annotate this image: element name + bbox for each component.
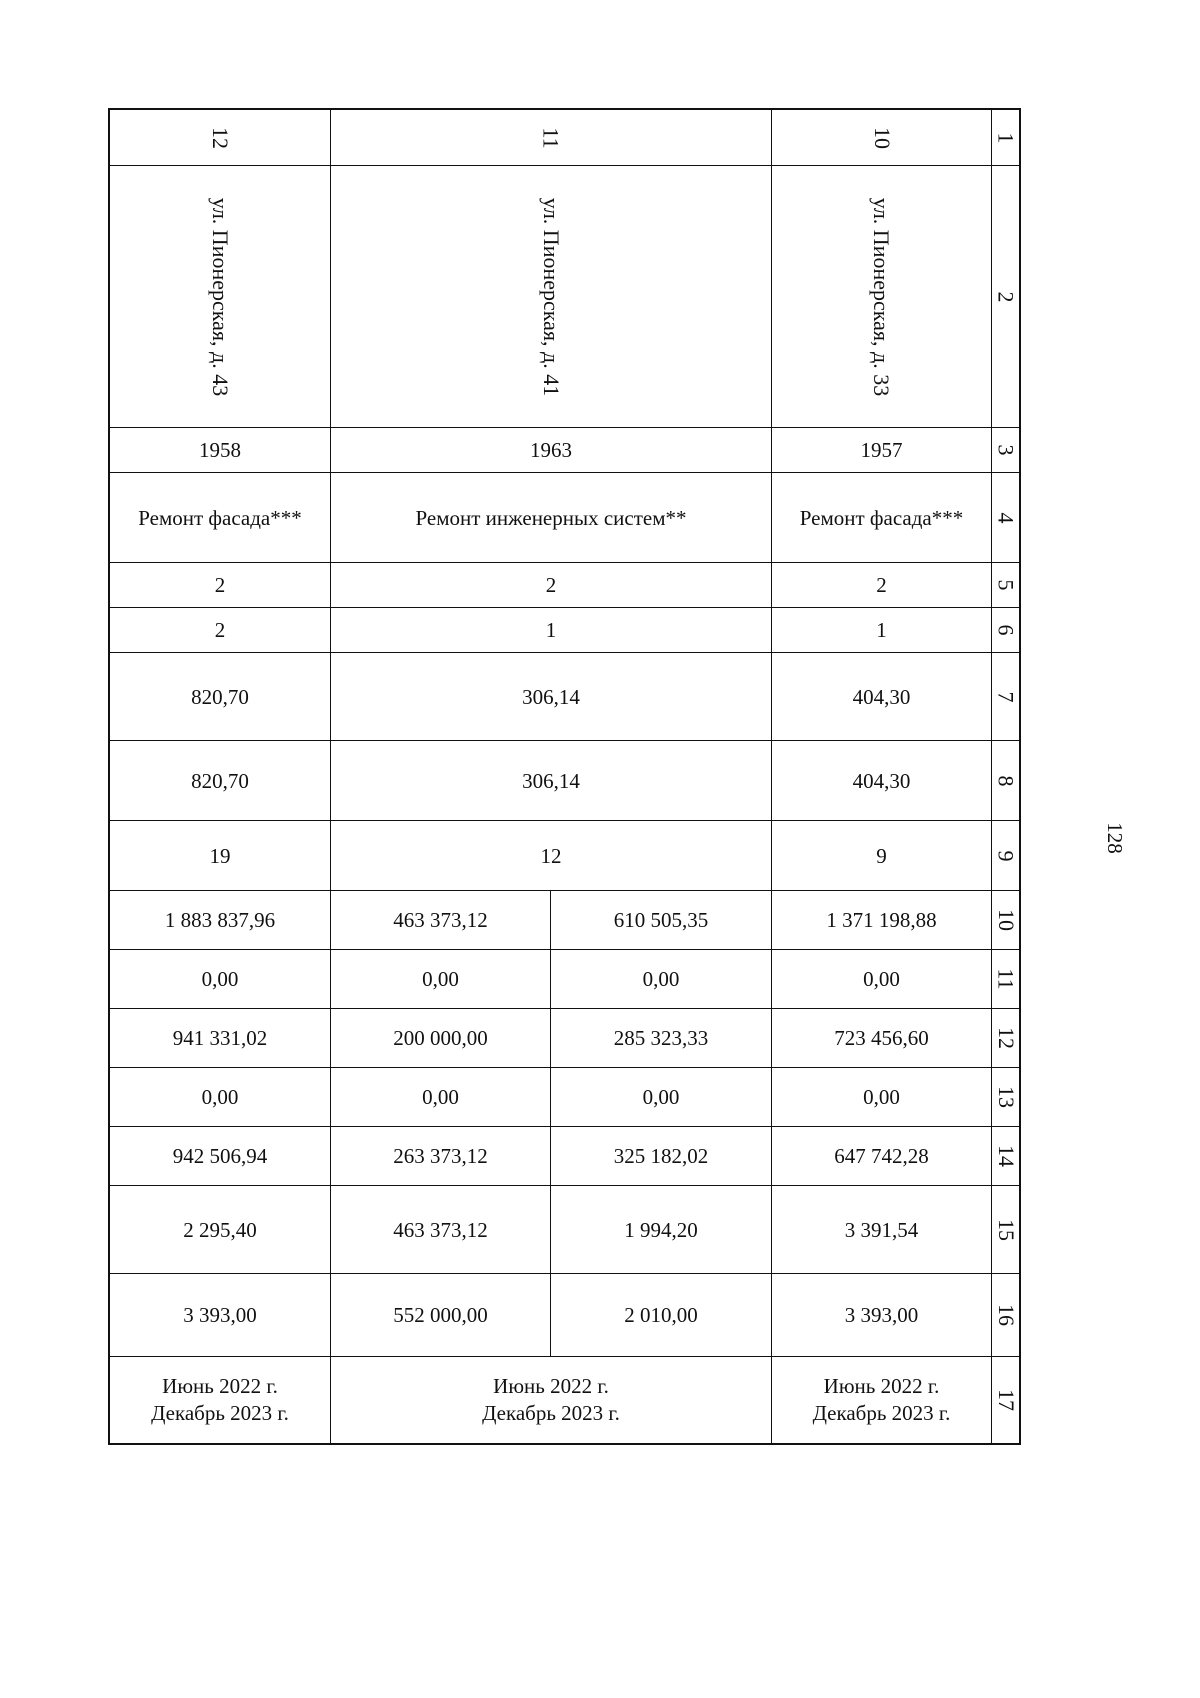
column-number-9: 9 [992,821,1021,891]
column-number-5: 5 [992,563,1021,608]
value-cell: 3 393,00 [772,1274,992,1357]
column-number-2: 2 [992,166,1021,428]
value-cell: 610 505,35 [551,891,772,950]
value-cell: 942 506,94 [110,1127,331,1186]
value-cell: 1 [772,608,992,653]
work-type-cell: Ремонт фасада*** [772,473,992,563]
value-cell: 2 [110,563,331,608]
value-cell: 306,14 [331,741,772,821]
address-cell: ул. Пионерская, д. 43 [110,166,331,428]
value-cell: 0,00 [331,1068,551,1127]
value-cell: 820,70 [110,653,331,741]
date-range-cell [331,1357,772,1445]
date-range-cell [110,1357,331,1445]
start-date: Июнь 2022 г. [493,1374,609,1398]
value-cell: 1 883 837,96 [110,891,331,950]
value-cell: 0,00 [551,950,772,1009]
end-date: Декабрь 2023 г. [151,1401,289,1425]
value-cell: 941 331,02 [110,1009,331,1068]
work-type-cell: Ремонт фасада*** [110,473,331,563]
value-cell: 0,00 [110,950,331,1009]
column-number-3: 3 [992,428,1021,473]
value-cell: 0,00 [551,1068,772,1127]
value-cell: 404,30 [772,741,992,821]
value-cell: 0,00 [772,1068,992,1127]
column-number-7: 7 [992,653,1021,741]
data-table [108,108,1021,1445]
value-cell: 263 373,12 [331,1127,551,1186]
year-cell: 1958 [110,428,331,473]
start-date: Июнь 2022 г. [823,1374,940,1398]
value-cell: 200 000,00 [331,1009,551,1068]
value-cell: 3 393,00 [110,1274,331,1357]
value-cell: 0,00 [110,1068,331,1127]
entry-number-12: 12 [110,110,331,166]
value-cell: 9 [772,821,992,891]
value-cell: 325 182,02 [551,1127,772,1186]
value-cell: 2 [110,608,331,653]
value-cell: 1 994,20 [551,1186,772,1274]
value-cell: 2 [331,563,772,608]
value-cell: 1 [331,608,772,653]
year-cell: 1963 [331,428,772,473]
entry-number-10: 10 [772,110,992,166]
column-number-16: 16 [992,1274,1021,1357]
end-date: Декабрь 2023 г. [482,1401,620,1425]
value-cell: 285 323,33 [551,1009,772,1068]
end-date: Декабрь 2023 г. [812,1401,951,1425]
value-cell: 19 [110,821,331,891]
column-number-6: 6 [992,608,1021,653]
start-date: Июнь 2022 г. [162,1374,278,1398]
work-type-cell: Ремонт инженерных систем** [331,473,772,563]
value-cell: 404,30 [772,653,992,741]
value-cell: 463 373,12 [331,891,551,950]
year-cell: 1957 [772,428,992,473]
value-cell: 820,70 [110,741,331,821]
value-cell: 2 295,40 [110,1186,331,1274]
address-cell: ул. Пионерская, д. 41 [331,166,772,428]
column-number-13: 13 [992,1068,1021,1127]
value-cell: 0,00 [331,950,551,1009]
column-number-15: 15 [992,1186,1021,1274]
value-cell: 2 [772,563,992,608]
value-cell: 306,14 [331,653,772,741]
value-cell: 2 010,00 [551,1274,772,1357]
column-number-17: 17 [992,1357,1021,1445]
column-number-12: 12 [992,1009,1021,1068]
column-number-8: 8 [992,741,1021,821]
column-number-11: 11 [992,950,1021,1009]
value-cell: 12 [331,821,772,891]
value-cell: 647 742,28 [772,1127,992,1186]
value-cell: 1 371 198,88 [772,891,992,950]
value-cell: 552 000,00 [331,1274,551,1357]
entry-number-11: 11 [331,110,772,166]
column-number-4: 4 [992,473,1021,563]
column-number-10: 10 [992,891,1021,950]
value-cell: 463 373,12 [331,1186,551,1274]
value-cell: 723 456,60 [772,1009,992,1068]
value-cell: 3 391,54 [772,1186,992,1274]
date-range-cell [772,1357,992,1445]
page-number: 128 [1103,822,1127,854]
address-cell: ул. Пионерская, д. 33 [772,166,992,428]
column-number-14: 14 [992,1127,1021,1186]
value-cell: 0,00 [772,950,992,1009]
column-number-1: 1 [992,110,1021,166]
